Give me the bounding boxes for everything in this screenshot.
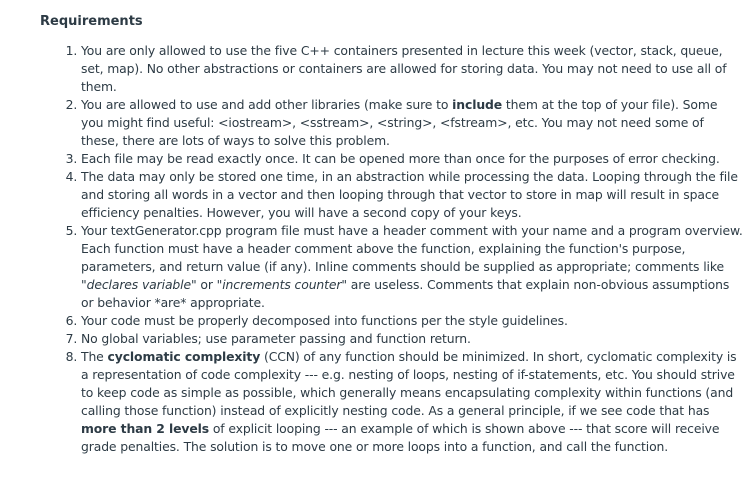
list-item: [81, 96, 743, 150]
list-item: [81, 348, 743, 456]
item-text: The data may only be stored one time, in an abstraction while processing the data. Looping through the file and storing all words in a vector and then looping through that vector to store in map will result in space efficiency penalties. However, you will have a second copy of your keys.: [81, 169, 738, 220]
item-bold-text: more than 2 levels: [81, 421, 210, 436]
list-item: [81, 42, 743, 96]
item-text: Your textGenerator.cpp program file must have a header comment with your name and a program overview. Each function must have a header comment above the function, explaining the function's purpose, parameters, and return value (if any). Inline comments should be supplied as appropriate; comments like ": [81, 223, 743, 292]
list-item: [81, 330, 743, 348]
item-text: Each file may be read exactly once. It can be opened more than once for the purposes of error checking.: [81, 151, 720, 166]
item-text: You are only allowed to use the five C++ containers presented in lecture this week (vector, stack, queue, set, map). No other abstractions or containers are allowed for storing data. You may not need to use all of them.: [81, 43, 727, 94]
requirements-list: [40, 42, 743, 456]
item-text: " are useless. Comments that explain non-obvious assumptions or behavior *are* appropriate.: [81, 277, 730, 310]
item-italic-text: declares variable: [86, 277, 191, 292]
list-item: [81, 222, 743, 312]
list-item: [81, 312, 743, 330]
section-heading: Requirements: [40, 14, 143, 29]
list-item: [81, 168, 743, 222]
item-text: Your code must be properly decomposed into functions per the style guidelines.: [81, 313, 568, 328]
item-text: You are allowed to use and add other libraries (make sure to: [81, 97, 453, 112]
item-text: them at the top of your file). Some you might find useful: <iostream>, <sstream>, <string>, <fstream>, etc. You may not need some of these, there are lots of ways to solve this problem.: [81, 97, 718, 148]
list-item: [81, 150, 743, 168]
item-bold-text: include: [452, 97, 503, 112]
item-text: " or ": [191, 277, 223, 292]
item-bold-text: cyclomatic complexity: [107, 349, 261, 364]
item-text: (CCN) of any function should be minimized. In short, cyclomatic complexity is a representation of code complexity --- e.g. nesting of loops, nesting of if-statements, etc. You should strive to keep code as simple as possible, which generally means encapsulating complexity within functions (and calling those function) instead of explicitly nesting code. As a general principle, if we see code that has: [81, 349, 737, 418]
item-text: The: [81, 349, 108, 364]
item-text: of explicit looping --- an example of which is shown above --- that score will receive grade penalties. The solution is to move one or more loops into a function, and call the function.: [81, 421, 720, 454]
item-italic-text: increments counter: [222, 277, 342, 292]
item-text: No global variables; use parameter passing and function return.: [81, 331, 471, 346]
